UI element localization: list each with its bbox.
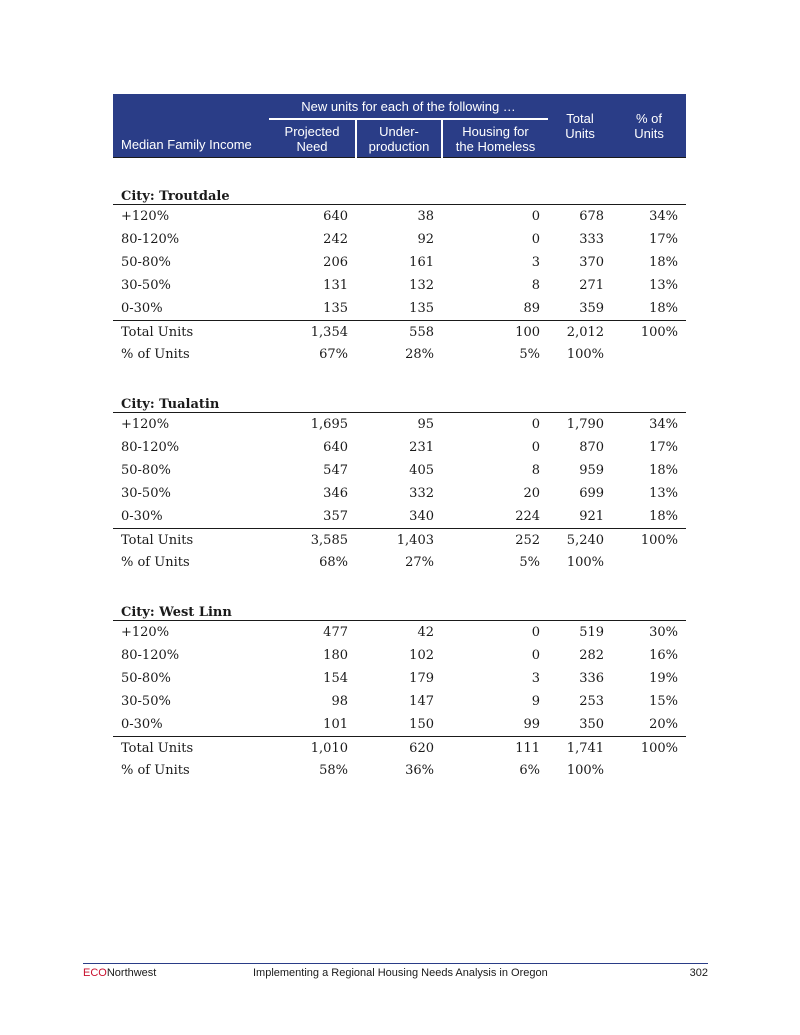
page-footer	[83, 963, 708, 982]
share-projected: 58%	[319, 763, 348, 778]
cell-pct: 17%	[649, 440, 679, 455]
share-homeless: 5%	[519, 347, 541, 362]
cell-homeless: 0	[531, 440, 541, 455]
share-empty	[612, 343, 686, 366]
pct-of-units-label: % of Units	[121, 555, 190, 570]
cell-under: 132	[409, 278, 434, 293]
city-heading-row	[113, 390, 686, 413]
cell-pct: 15%	[649, 694, 679, 709]
income-band-label: 0-30%	[113, 297, 269, 321]
footer-brand-rest: Northwest	[106, 967, 157, 979]
header-under-line2: production	[368, 138, 430, 154]
table-row	[113, 459, 686, 482]
cell-total: 921	[548, 505, 612, 529]
cell-homeless: 9	[531, 694, 541, 709]
income-band-label: 30-50%	[121, 694, 171, 709]
cell-pct: 20%	[612, 713, 686, 737]
total-homeless: 100	[515, 324, 541, 340]
cell-homeless: 3	[531, 671, 541, 686]
header-under-line1: Under-	[379, 123, 419, 139]
income-band-label: 80-120%	[121, 440, 180, 455]
cell-total: 870	[579, 440, 605, 455]
spacer-cell	[113, 366, 686, 390]
cell-under: 147	[409, 694, 434, 709]
spacer-cell	[113, 574, 686, 598]
cell-projected: 1,695	[310, 417, 348, 432]
cell-projected: 357	[269, 505, 356, 529]
share-empty	[612, 551, 686, 574]
cell-pct: 19%	[649, 671, 679, 686]
income-band-label: 50-80%	[121, 671, 171, 686]
pct-of-units-row	[113, 551, 686, 574]
total-total: 1,741	[566, 740, 605, 756]
total-projected: 1,354	[310, 324, 348, 340]
header-projected-need	[269, 119, 356, 158]
cell-under: 42	[417, 625, 434, 640]
section-spacer	[113, 158, 686, 183]
cell-pct: 13%	[649, 278, 679, 293]
cell-homeless: 0	[531, 209, 541, 224]
share-under: 27%	[405, 555, 434, 570]
cell-under: 332	[409, 486, 434, 501]
table-row	[113, 274, 686, 297]
table-header	[113, 94, 686, 158]
cell-under: 38	[417, 209, 434, 224]
cell-projected: 154	[323, 671, 348, 686]
header-projected-line2: Need	[296, 138, 328, 154]
share-under: 36%	[405, 763, 434, 778]
share-total: 100%	[566, 555, 605, 570]
cell-total: 699	[579, 486, 605, 501]
footer-title: Implementing a Regional Housing Needs Analysis in Oregon	[253, 967, 548, 979]
table-row	[113, 667, 686, 690]
total-homeless: 252	[515, 532, 541, 548]
cell-total: 333	[579, 232, 605, 247]
cell-projected: 180	[323, 648, 348, 663]
cell-pct: 13%	[649, 486, 679, 501]
city-name: City: Tualatin	[113, 390, 686, 413]
cell-under: 95	[417, 417, 434, 432]
share-total: 100%	[566, 347, 605, 362]
pct-of-units-label: % of Units	[121, 763, 190, 778]
cell-total: 271	[579, 278, 605, 293]
total-total: 2,012	[566, 324, 605, 340]
cell-homeless: 0	[531, 648, 541, 663]
table-row	[113, 505, 686, 529]
header-housing-homeless	[442, 119, 548, 158]
cell-total: 678	[579, 209, 605, 224]
table-row	[113, 436, 686, 459]
footer-brand-econ: ECO	[83, 967, 107, 979]
cell-pct: 18%	[649, 255, 679, 270]
total-projected: 1,010	[310, 740, 348, 756]
cell-total: 370	[579, 255, 605, 270]
cell-projected: 242	[323, 232, 348, 247]
cell-pct: 30%	[649, 625, 679, 640]
total-units-row	[113, 529, 686, 552]
table-row	[113, 713, 686, 737]
header-median-family-income: Median Family Income	[113, 94, 269, 158]
table-row	[113, 690, 686, 713]
share-total: 100%	[566, 763, 605, 778]
city-heading-row	[113, 598, 686, 621]
cell-projected: 640	[323, 209, 348, 224]
header-total-line2: Units	[565, 125, 595, 141]
cell-pct: 18%	[612, 505, 686, 529]
cell-projected: 101	[269, 713, 356, 737]
share-homeless: 5%	[519, 555, 541, 570]
header-total-units	[548, 94, 612, 158]
cell-under: 150	[356, 713, 442, 737]
table-row	[113, 297, 686, 321]
income-band-label: 50-80%	[121, 255, 171, 270]
share-homeless: 6%	[519, 763, 541, 778]
cell-total: 519	[579, 625, 605, 640]
income-band-label: +120%	[121, 417, 170, 432]
total-homeless: 111	[515, 740, 541, 756]
table-row	[113, 621, 686, 645]
cell-pct: 18%	[612, 297, 686, 321]
cell-homeless: 89	[442, 297, 548, 321]
total-units-row	[113, 321, 686, 344]
total-units-label: Total Units	[121, 324, 194, 340]
section-spacer	[113, 574, 686, 598]
cell-total: 282	[579, 648, 605, 663]
total-under: 620	[409, 740, 434, 756]
cell-under: 340	[356, 505, 442, 529]
cell-projected: 640	[323, 440, 348, 455]
city-name: City: Troutdale	[113, 182, 686, 205]
footer-brand	[83, 967, 156, 979]
total-pct: 100%	[640, 740, 679, 756]
pct-of-units-row	[113, 759, 686, 782]
total-under: 558	[409, 324, 434, 340]
cell-total: 253	[579, 694, 605, 709]
cell-projected: 135	[269, 297, 356, 321]
cell-pct: 18%	[649, 463, 679, 478]
cell-homeless: 8	[531, 278, 541, 293]
pct-of-units-label: % of Units	[121, 347, 190, 362]
income-band-label: 80-120%	[121, 648, 180, 663]
income-band-label: 80-120%	[121, 232, 180, 247]
header-total-line1: Total	[566, 110, 594, 126]
share-projected: 68%	[319, 555, 348, 570]
table-body	[113, 158, 686, 783]
table-row	[113, 413, 686, 437]
section-spacer	[113, 366, 686, 390]
cell-homeless: 224	[442, 505, 548, 529]
city-heading-row	[113, 182, 686, 205]
cell-under: 92	[417, 232, 434, 247]
share-empty	[612, 759, 686, 782]
cell-total: 1,790	[566, 417, 605, 432]
total-pct: 100%	[640, 324, 679, 340]
cell-projected: 346	[323, 486, 348, 501]
cell-total: 336	[579, 671, 605, 686]
total-units-label: Total Units	[121, 740, 194, 756]
header-projected-line1: Projected	[284, 123, 340, 139]
income-band-label: +120%	[121, 209, 170, 224]
cell-homeless: 0	[531, 625, 541, 640]
cell-total: 359	[548, 297, 612, 321]
cell-pct: 34%	[649, 209, 679, 224]
share-under: 28%	[405, 347, 434, 362]
header-homeless-line1: Housing for	[462, 123, 529, 139]
header-pct-line2: Units	[634, 125, 664, 141]
cell-homeless: 8	[531, 463, 541, 478]
cell-projected: 206	[323, 255, 348, 270]
cell-under: 102	[409, 648, 434, 663]
cell-homeless: 3	[531, 255, 541, 270]
share-projected: 67%	[319, 347, 348, 362]
housing-units-table	[113, 94, 686, 782]
cell-homeless: 0	[531, 417, 541, 432]
table-row	[113, 644, 686, 667]
cell-total: 959	[579, 463, 605, 478]
cell-under: 135	[356, 297, 442, 321]
table-row	[113, 205, 686, 229]
total-total: 5,240	[566, 532, 605, 548]
cell-pct: 34%	[649, 417, 679, 432]
cell-projected: 131	[323, 278, 348, 293]
cell-homeless: 99	[442, 713, 548, 737]
table-row	[113, 482, 686, 505]
page-number: 302	[689, 967, 708, 979]
cell-homeless: 20	[523, 486, 541, 501]
total-projected: 3,585	[310, 532, 348, 548]
header-underproduction	[356, 119, 442, 158]
cell-projected: 477	[323, 625, 348, 640]
cell-total: 350	[548, 713, 612, 737]
income-band-label: 0-30%	[113, 505, 269, 529]
cell-projected: 547	[323, 463, 348, 478]
total-units-row	[113, 737, 686, 760]
cell-projected: 98	[331, 694, 348, 709]
header-group-new-units: New units for each of the following …	[269, 94, 548, 119]
spacer-cell	[113, 158, 686, 183]
total-pct: 100%	[640, 532, 679, 548]
total-units-label: Total Units	[121, 532, 194, 548]
header-homeless-line2: the Homeless	[455, 138, 536, 154]
cell-under: 161	[409, 255, 434, 270]
cell-homeless: 0	[531, 232, 541, 247]
income-band-label: 0-30%	[113, 713, 269, 737]
header-pct-line1: % of	[636, 110, 663, 126]
cell-pct: 16%	[649, 648, 679, 663]
income-band-label: 30-50%	[121, 278, 171, 293]
income-band-label: +120%	[121, 625, 170, 640]
pct-of-units-row	[113, 343, 686, 366]
cell-under: 231	[409, 440, 434, 455]
cell-pct: 17%	[649, 232, 679, 247]
table-row	[113, 251, 686, 274]
income-band-label: 30-50%	[121, 486, 171, 501]
cell-under: 405	[409, 463, 434, 478]
cell-under: 179	[409, 671, 434, 686]
header-pct-units	[612, 94, 686, 158]
table-row	[113, 228, 686, 251]
total-under: 1,403	[396, 532, 434, 548]
income-band-label: 50-80%	[121, 463, 171, 478]
city-name: City: West Linn	[113, 598, 686, 621]
